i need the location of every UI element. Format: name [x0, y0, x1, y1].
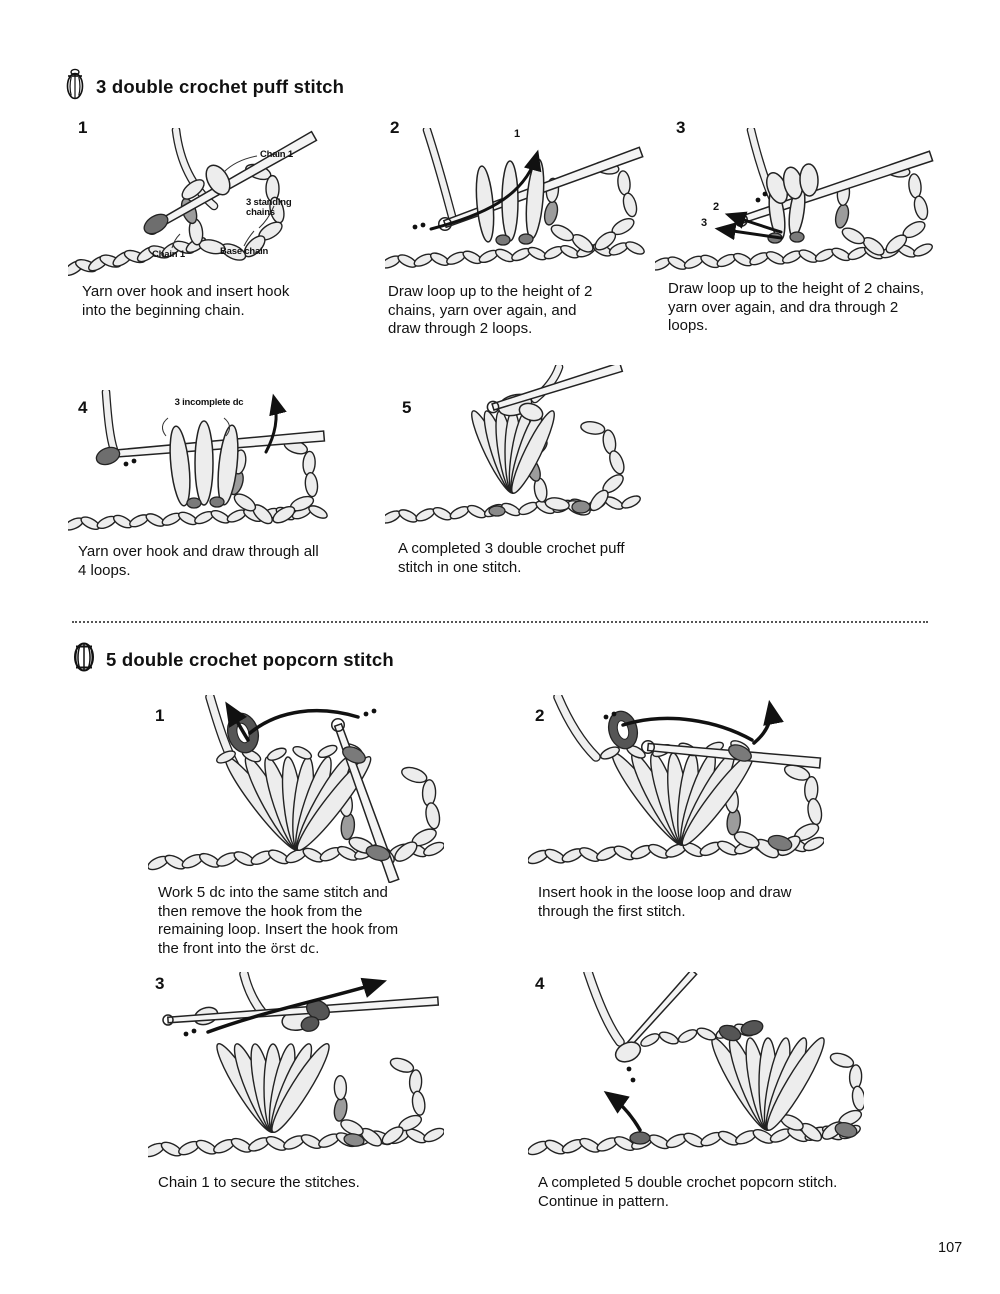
popcorn-step1-illustration: [148, 695, 444, 883]
puff-step3-number: 3: [676, 118, 686, 137]
label-chain1-bottom: Chain 1: [152, 249, 185, 260]
popcorn-step4-caption: A completed 5 double crochet popcorn stitch. Continue in pattern.: [538, 1174, 838, 1210]
puff-step5-number: 5: [402, 398, 412, 417]
popcorn-step4-illustration: [528, 972, 864, 1170]
puff-step2-illustration: [385, 128, 645, 278]
puff-step1-number: 1: [78, 118, 88, 137]
popcorn-step3-illustration: [148, 972, 444, 1170]
popcorn-step1-number: 1: [155, 706, 165, 725]
puff-step4-caption: Yarn over hook and draw through all 4 loops.: [78, 543, 319, 579]
puff-step1-caption: Yarn over hook and insert hook into the beginning chain.: [82, 283, 290, 319]
popcorn-step3-caption: Chain 1 to secure the stitches.: [158, 1174, 360, 1191]
section-popcorn-header: [72, 641, 394, 678]
section-puff-title: 3 double crochet puff stitch: [96, 75, 345, 97]
arrow-label-1: 1: [514, 128, 521, 140]
popcorn-stitch-icon: [72, 641, 96, 678]
puff-step5-illustration: [385, 365, 645, 537]
puff-step2-number: 2: [390, 118, 400, 137]
puff-step5-caption: A completed 3 double crochet puff stitch in one stitch.: [398, 540, 625, 576]
popcorn-step2-illustration: [528, 695, 824, 878]
label-standing-chains: 3 standing chains: [246, 197, 292, 219]
label-chain1-top: Chain 1: [260, 149, 293, 160]
popcorn-step1-caption: [158, 884, 420, 958]
puff-step4-number: 4: [78, 398, 88, 417]
puff-step4-illustration: [68, 390, 328, 542]
popcorn-step1-caption-main: Work 5 dc into the same stitch and then remove the hook from the remaining loop. Insert the hook from the front into the: [158, 884, 399, 957]
arrow-label-2: 2: [713, 201, 720, 213]
popcorn-step3-number: 3: [155, 974, 165, 993]
section-puff-header: [64, 68, 344, 105]
section-divider: [72, 621, 928, 623]
puff-step1-illustration: [68, 128, 318, 283]
arrow-label-3: 3: [701, 217, 708, 229]
popcorn-step4-number: 4: [535, 974, 545, 993]
label-incomplete-dc: 3 incomplete dc: [174, 397, 244, 408]
puff-step3-illustration: [655, 128, 940, 278]
section-popcorn-title: 5 double crochet popcorn stitch: [106, 648, 394, 670]
popcorn-step2-number: 2: [535, 706, 545, 725]
puff-stitch-icon: [64, 68, 86, 105]
popcorn-step1-caption-alt: örst dc.: [270, 941, 320, 957]
page-number: 107: [938, 1240, 963, 1256]
label-base-chain: Base chain: [220, 246, 269, 257]
puff-step2-caption: Draw loop up to the height of 2 chains, yarn over again, and draw through 2 loops.: [388, 283, 593, 338]
popcorn-step2-caption: Insert hook in the loose loop and draw through the first stitch.: [538, 884, 792, 920]
puff-step3-caption: Draw loop up to the height of 2 chains, yarn over again, and dra through 2 loops.: [668, 280, 924, 335]
